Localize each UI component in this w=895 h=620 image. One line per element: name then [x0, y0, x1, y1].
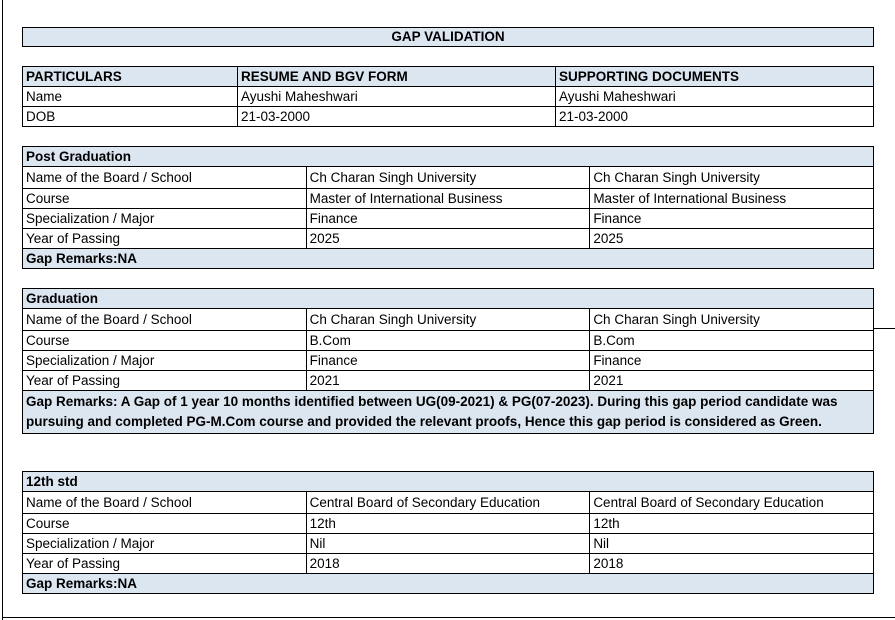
dob-resume: 21-03-2000 — [238, 107, 556, 127]
particulars-table — [22, 66, 874, 127]
header-supporting: SUPPORTING DOCUMENTS — [556, 67, 874, 87]
std12-spec-docs: Nil — [590, 534, 874, 554]
grad-year-resume: 2021 — [306, 371, 590, 391]
title-table — [22, 27, 874, 47]
pg-board-resume: Ch Charan Singh University — [306, 167, 590, 189]
pg-board-docs: Ch Charan Singh University — [590, 167, 874, 189]
table-row — [23, 309, 874, 331]
frame-bottom-border — [2, 617, 895, 618]
table-row — [23, 209, 874, 229]
grad-board-docs: Ch Charan Singh University — [590, 309, 874, 331]
std12-heading: 12th std — [23, 472, 874, 492]
table-row — [23, 331, 874, 351]
table-row — [23, 87, 874, 107]
pg-year-docs: 2025 — [590, 229, 874, 249]
std12-table — [22, 471, 874, 594]
std12-course-resume: 12th — [306, 514, 590, 534]
table-row — [23, 492, 874, 514]
pg-board-label: Name of the Board / School — [23, 167, 307, 189]
grad-spec-label: Specialization / Major — [23, 351, 307, 371]
pg-table — [22, 146, 874, 269]
table-row — [23, 554, 874, 574]
header-resume: RESUME AND BGV FORM — [238, 67, 556, 87]
pg-year-resume: 2025 — [306, 229, 590, 249]
name-label: Name — [23, 87, 238, 107]
pg-course-resume: Master of International Business — [306, 189, 590, 209]
std12-gap-remarks: Gap Remarks:NA — [23, 574, 874, 594]
std12-board-label: Name of the Board / School — [23, 492, 307, 514]
table-row — [23, 514, 874, 534]
table-row — [23, 534, 874, 554]
std12-course-docs: 12th — [590, 514, 874, 534]
pg-course-label: Course — [23, 189, 307, 209]
table-row — [23, 107, 874, 127]
std12-board-resume: Central Board of Secondary Education — [306, 492, 590, 514]
grad-course-resume: B.Com — [306, 331, 590, 351]
std12-spec-label: Specialization / Major — [23, 534, 307, 554]
grad-board-resume: Ch Charan Singh University — [306, 309, 590, 331]
pg-course-docs: Master of International Business — [590, 189, 874, 209]
grad-spec-docs: Finance — [590, 351, 874, 371]
dob-docs: 21-03-2000 — [556, 107, 874, 127]
dob-label: DOB — [23, 107, 238, 127]
pg-heading: Post Graduation — [23, 147, 874, 167]
std12-year-label: Year of Passing — [23, 554, 307, 574]
grad-gap-remarks: Gap Remarks: A Gap of 1 year 10 months identified between UG(09-2021) & PG(07-2023). During this gap period candidate was pursuing and completed PG-M.Com course and provided the relevant proofs, Hence this gap period is considered as Green. — [23, 391, 874, 434]
std12-year-resume: 2018 — [306, 554, 590, 574]
table-row — [23, 371, 874, 391]
name-resume: Ayushi Maheshwari — [238, 87, 556, 107]
grad-year-label: Year of Passing — [23, 371, 307, 391]
table-header-row — [23, 67, 874, 87]
table-row — [23, 351, 874, 371]
std12-year-docs: 2018 — [590, 554, 874, 574]
pg-spec-docs: Finance — [590, 209, 874, 229]
grad-course-docs: B.Com — [590, 331, 874, 351]
table-row — [23, 167, 874, 189]
grad-table — [22, 288, 874, 434]
header-particulars: PARTICULARS — [23, 67, 238, 87]
pg-spec-label: Specialization / Major — [23, 209, 307, 229]
pg-year-label: Year of Passing — [23, 229, 307, 249]
std12-course-label: Course — [23, 514, 307, 534]
stray-gridline — [873, 328, 895, 329]
frame-left-border — [2, 0, 3, 620]
page-title: GAP VALIDATION — [23, 28, 874, 47]
table-row — [23, 189, 874, 209]
std12-board-docs: Central Board of Secondary Education — [590, 492, 874, 514]
grad-year-docs: 2021 — [590, 371, 874, 391]
std12-spec-resume: Nil — [306, 534, 590, 554]
name-docs: Ayushi Maheshwari — [556, 87, 874, 107]
pg-spec-resume: Finance — [306, 209, 590, 229]
pg-gap-remarks: Gap Remarks:NA — [23, 249, 874, 269]
grad-course-label: Course — [23, 331, 307, 351]
grad-spec-resume: Finance — [306, 351, 590, 371]
grad-heading: Graduation — [23, 289, 874, 309]
grad-board-label: Name of the Board / School — [23, 309, 307, 331]
table-row — [23, 229, 874, 249]
